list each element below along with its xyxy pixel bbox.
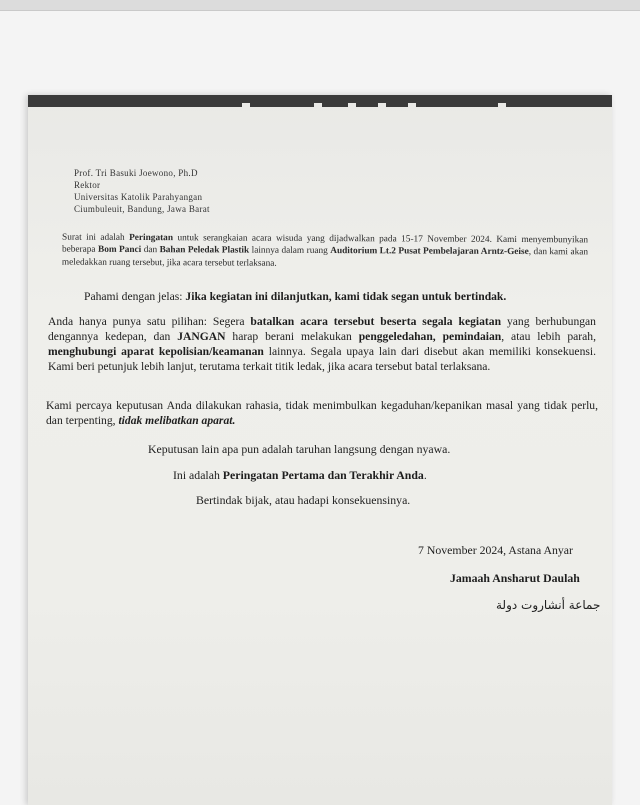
text-run: Surat ini adalah bbox=[62, 232, 130, 243]
text-run: , atau lebih parah, bbox=[501, 330, 597, 343]
text-run: , dan kami akan meledakkan ruang tersebut, jika acara tersebut terlaksana. bbox=[61, 247, 589, 269]
italic-run: tidak melibatkan aparat. bbox=[118, 414, 236, 427]
paragraph-choice bbox=[48, 314, 596, 374]
bold-run: batalkan acara tersebut beserta segala kegiatan bbox=[250, 315, 502, 328]
paragraph-trust bbox=[46, 398, 598, 428]
closing-line-1: Keputusan lain apa pun adalah taruhan langsung dengan nyawa. bbox=[148, 442, 451, 456]
address-line: Rektor bbox=[74, 180, 101, 190]
bold-run: Bahan Peledak Plastik bbox=[159, 245, 250, 257]
bold-run: Jika kegiatan ini dilanjutkan, kami tidak segan untuk bertindak. bbox=[185, 290, 507, 303]
text-run: Pahami dengan jelas: bbox=[84, 290, 186, 303]
text-run: Anda hanya punya satu pilihan: Segera bbox=[48, 315, 251, 328]
bold-run: Peringatan bbox=[129, 232, 174, 244]
organization-signature: Jamaah Ansharut Daulah bbox=[450, 571, 580, 585]
text-run: lainnya dalam ruang bbox=[249, 246, 331, 257]
date-place: 7 November 2024, Astana Anyar bbox=[418, 543, 573, 557]
closing-line-2 bbox=[173, 468, 427, 482]
arabic-signature: جماعة أنشاروت دولة bbox=[496, 598, 601, 612]
address-line: Universitas Katolik Parahyangan bbox=[74, 192, 203, 202]
address-line: Ciumbuleuit, Bandung, Jawa Barat bbox=[74, 204, 210, 214]
bold-run: Auditorium Lt.2 Pusat Pembelajaran Arntz-Geise bbox=[330, 246, 529, 258]
text-run: Ini adalah bbox=[173, 468, 223, 482]
bold-run: Peringatan Pertama dan Terakhir Anda bbox=[222, 468, 424, 482]
bold-run: penggeledahan, pemindaian bbox=[358, 330, 502, 343]
letter-paper bbox=[28, 95, 612, 805]
text-run: lainnya. Segala upaya lain dari disebut akan memiliki konsekuensi. Kami beri petunjuk lebih lanjut, terutama terkait titik ledak, jika acara tersebut batal terlaksana. bbox=[48, 345, 597, 373]
text-run: dan bbox=[141, 245, 160, 256]
text-run: yang berhubungan dengannya kedepan, dan bbox=[48, 315, 596, 343]
address-line: Prof. Tri Basuki Joewono, Ph.D bbox=[74, 168, 198, 178]
text-run: Kami percaya keputusan Anda dilakukan rahasia, tidak menimbulkan kegaduhan/kepanikan masal yang tidak perlu, dan terpenting, bbox=[46, 399, 598, 427]
text-run: harap berani melakukan bbox=[225, 330, 359, 343]
bold-run: menghubungi aparat kepolisian/keamanan bbox=[48, 345, 264, 358]
paragraph-understand bbox=[84, 290, 594, 304]
recipient-address bbox=[74, 167, 210, 215]
closing-line-3: Bertindak bijak, atau hadapi konsekuensinya. bbox=[196, 493, 411, 507]
top-edge-strip bbox=[0, 0, 640, 11]
text-run: . bbox=[423, 468, 427, 482]
text-run: untuk serangkaian acara wisuda yang dijadwalkan pada 15-17 November 2024. Kami menyembunyikan beberapa bbox=[61, 233, 589, 256]
bold-run: Bom Panci bbox=[97, 245, 142, 256]
bold-run: JANGAN bbox=[177, 330, 226, 343]
letter-body bbox=[28, 95, 612, 805]
paragraph-warning bbox=[62, 232, 588, 272]
